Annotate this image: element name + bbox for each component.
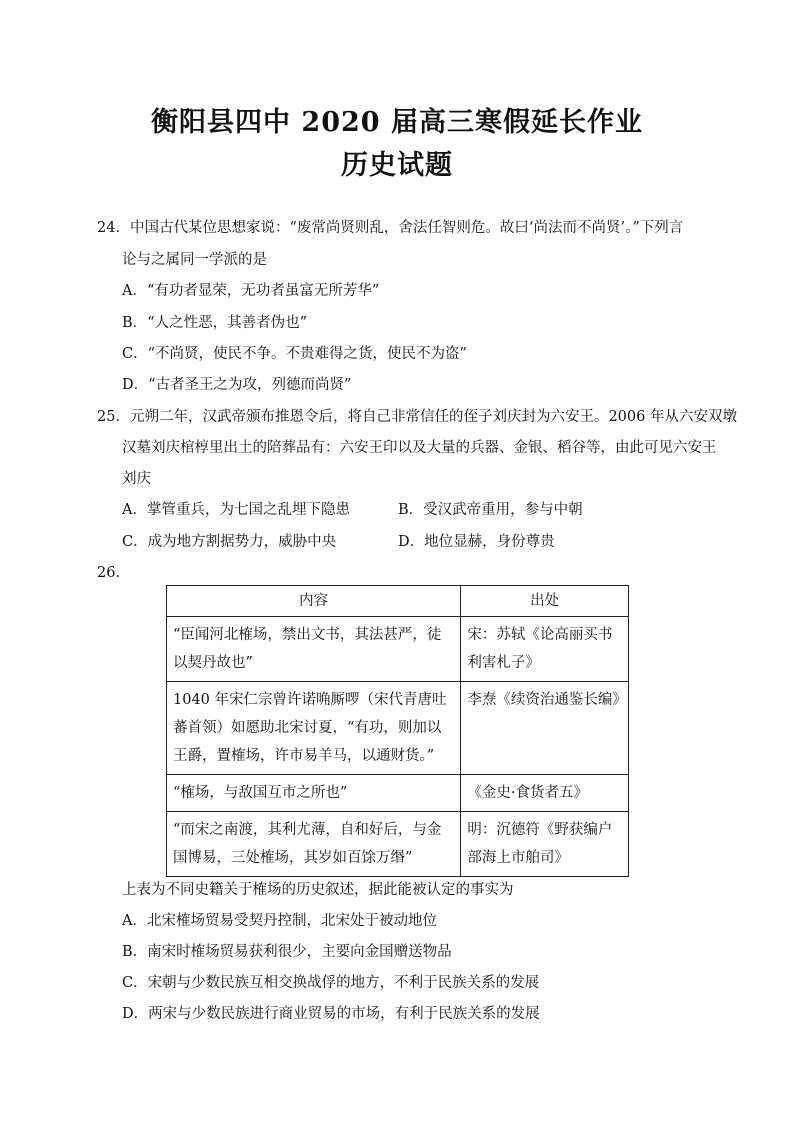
table-row <box>167 775 629 812</box>
q25-option-d: D．地位显赫，身份尊贵 <box>398 534 555 550</box>
q26-option-d: D．两宋与少数民族进行商业贸易的市场，有利于民族关系的发展 <box>122 1006 540 1022</box>
q24-option-a: A．“有功者显荣，无功者虽富无所芳华” <box>122 283 380 299</box>
table-cell-source: 宋：苏轼《论高丽买书利害札子》 <box>461 617 629 682</box>
q25-stem-line2: 汉墓刘庆棺椁里出土的陪葬品有：六安王印以及大量的兵器、金银、稻谷等，由此可见六安王 <box>122 440 717 456</box>
table-cell-source: 《金史·食货者五》 <box>461 775 629 812</box>
table-cell-source: 李焘《续资治通鉴长编》 <box>461 682 629 775</box>
q26-number: 26． <box>97 565 130 581</box>
q26-stem: 上表为不同史籍关于榷场的历史叙述，据此能被认定的事实为 <box>122 882 514 898</box>
q26-option-b: B．南宋时榷场贸易获利很少，主要向金国赠送物品 <box>122 944 452 960</box>
q24-option-b: B．“人之性恶，其善者伪也” <box>122 315 307 331</box>
q24-stem-line2: 论与之属同一学派的是 <box>122 252 267 268</box>
table-row <box>167 617 629 682</box>
table-header-content: 内容 <box>167 586 461 617</box>
q25-stem-line1: 25．元朔二年，汉武帝颁布推恩令后，将自己非常信任的侄子刘庆封为六安王。2006 年从六安双墩 <box>97 409 737 425</box>
q26-option-c: C．宋朝与少数民族互相交换战俘的地方，不利于民族关系的发展 <box>122 975 540 991</box>
page-title: 衡阳县四中 2020 届高三寒假延长作业 <box>151 107 643 138</box>
q24-stem-line1: 24．中国古代某位思想家说：“废常尚贤则乱，舍法任智则危。故曰‘尚法而不尚贤’。”下列言 <box>97 220 684 236</box>
q25-option-a: A．掌管重兵，为七国之乱埋下隐患 <box>122 502 350 518</box>
q25-stem-line3: 刘庆 <box>122 471 151 487</box>
table-cell-content: “臣闻河北榷场，禁出文书，其法甚严，徒以契丹故也” <box>167 617 461 682</box>
table-row <box>167 682 629 775</box>
table-cell-content: “榷场，与敌国互市之所也” <box>167 775 461 812</box>
table-cell-content: “而宋之南渡，其利尤薄，自和好后，与金国博易，三处榷场，其岁如百馀万缗” <box>167 812 461 877</box>
table-row <box>167 812 629 877</box>
q24-option-c: C．“不尚贤，使民不争。不贵难得之货，使民不为盗” <box>122 346 467 362</box>
table-header-row <box>167 586 629 617</box>
source-table <box>166 585 629 877</box>
q25-option-c: C．成为地方割据势力，威胁中央 <box>122 534 337 550</box>
q25-option-b: B．受汉武帝重用，参与中朝 <box>398 502 583 518</box>
table-cell-source: 明：沉德符《野获编户部海上市舶司》 <box>461 812 629 877</box>
table-cell-content: 1040 年宋仁宗曾许诺唃厮啰（宋代青唐吐蕃首领）如愿助北宋讨夏，“有功，则加以王爵，置榷场，许市易羊马，以通财货。” <box>167 682 461 775</box>
table-header-source: 出处 <box>461 586 629 617</box>
page-subtitle: 历史试题 <box>341 150 453 181</box>
q26-option-a: A．北宋榷场贸易受契丹控制，北宋处于被动地位 <box>122 913 437 929</box>
q24-option-d: D．“古者圣王之为攻，列德而尚贤” <box>122 377 352 393</box>
